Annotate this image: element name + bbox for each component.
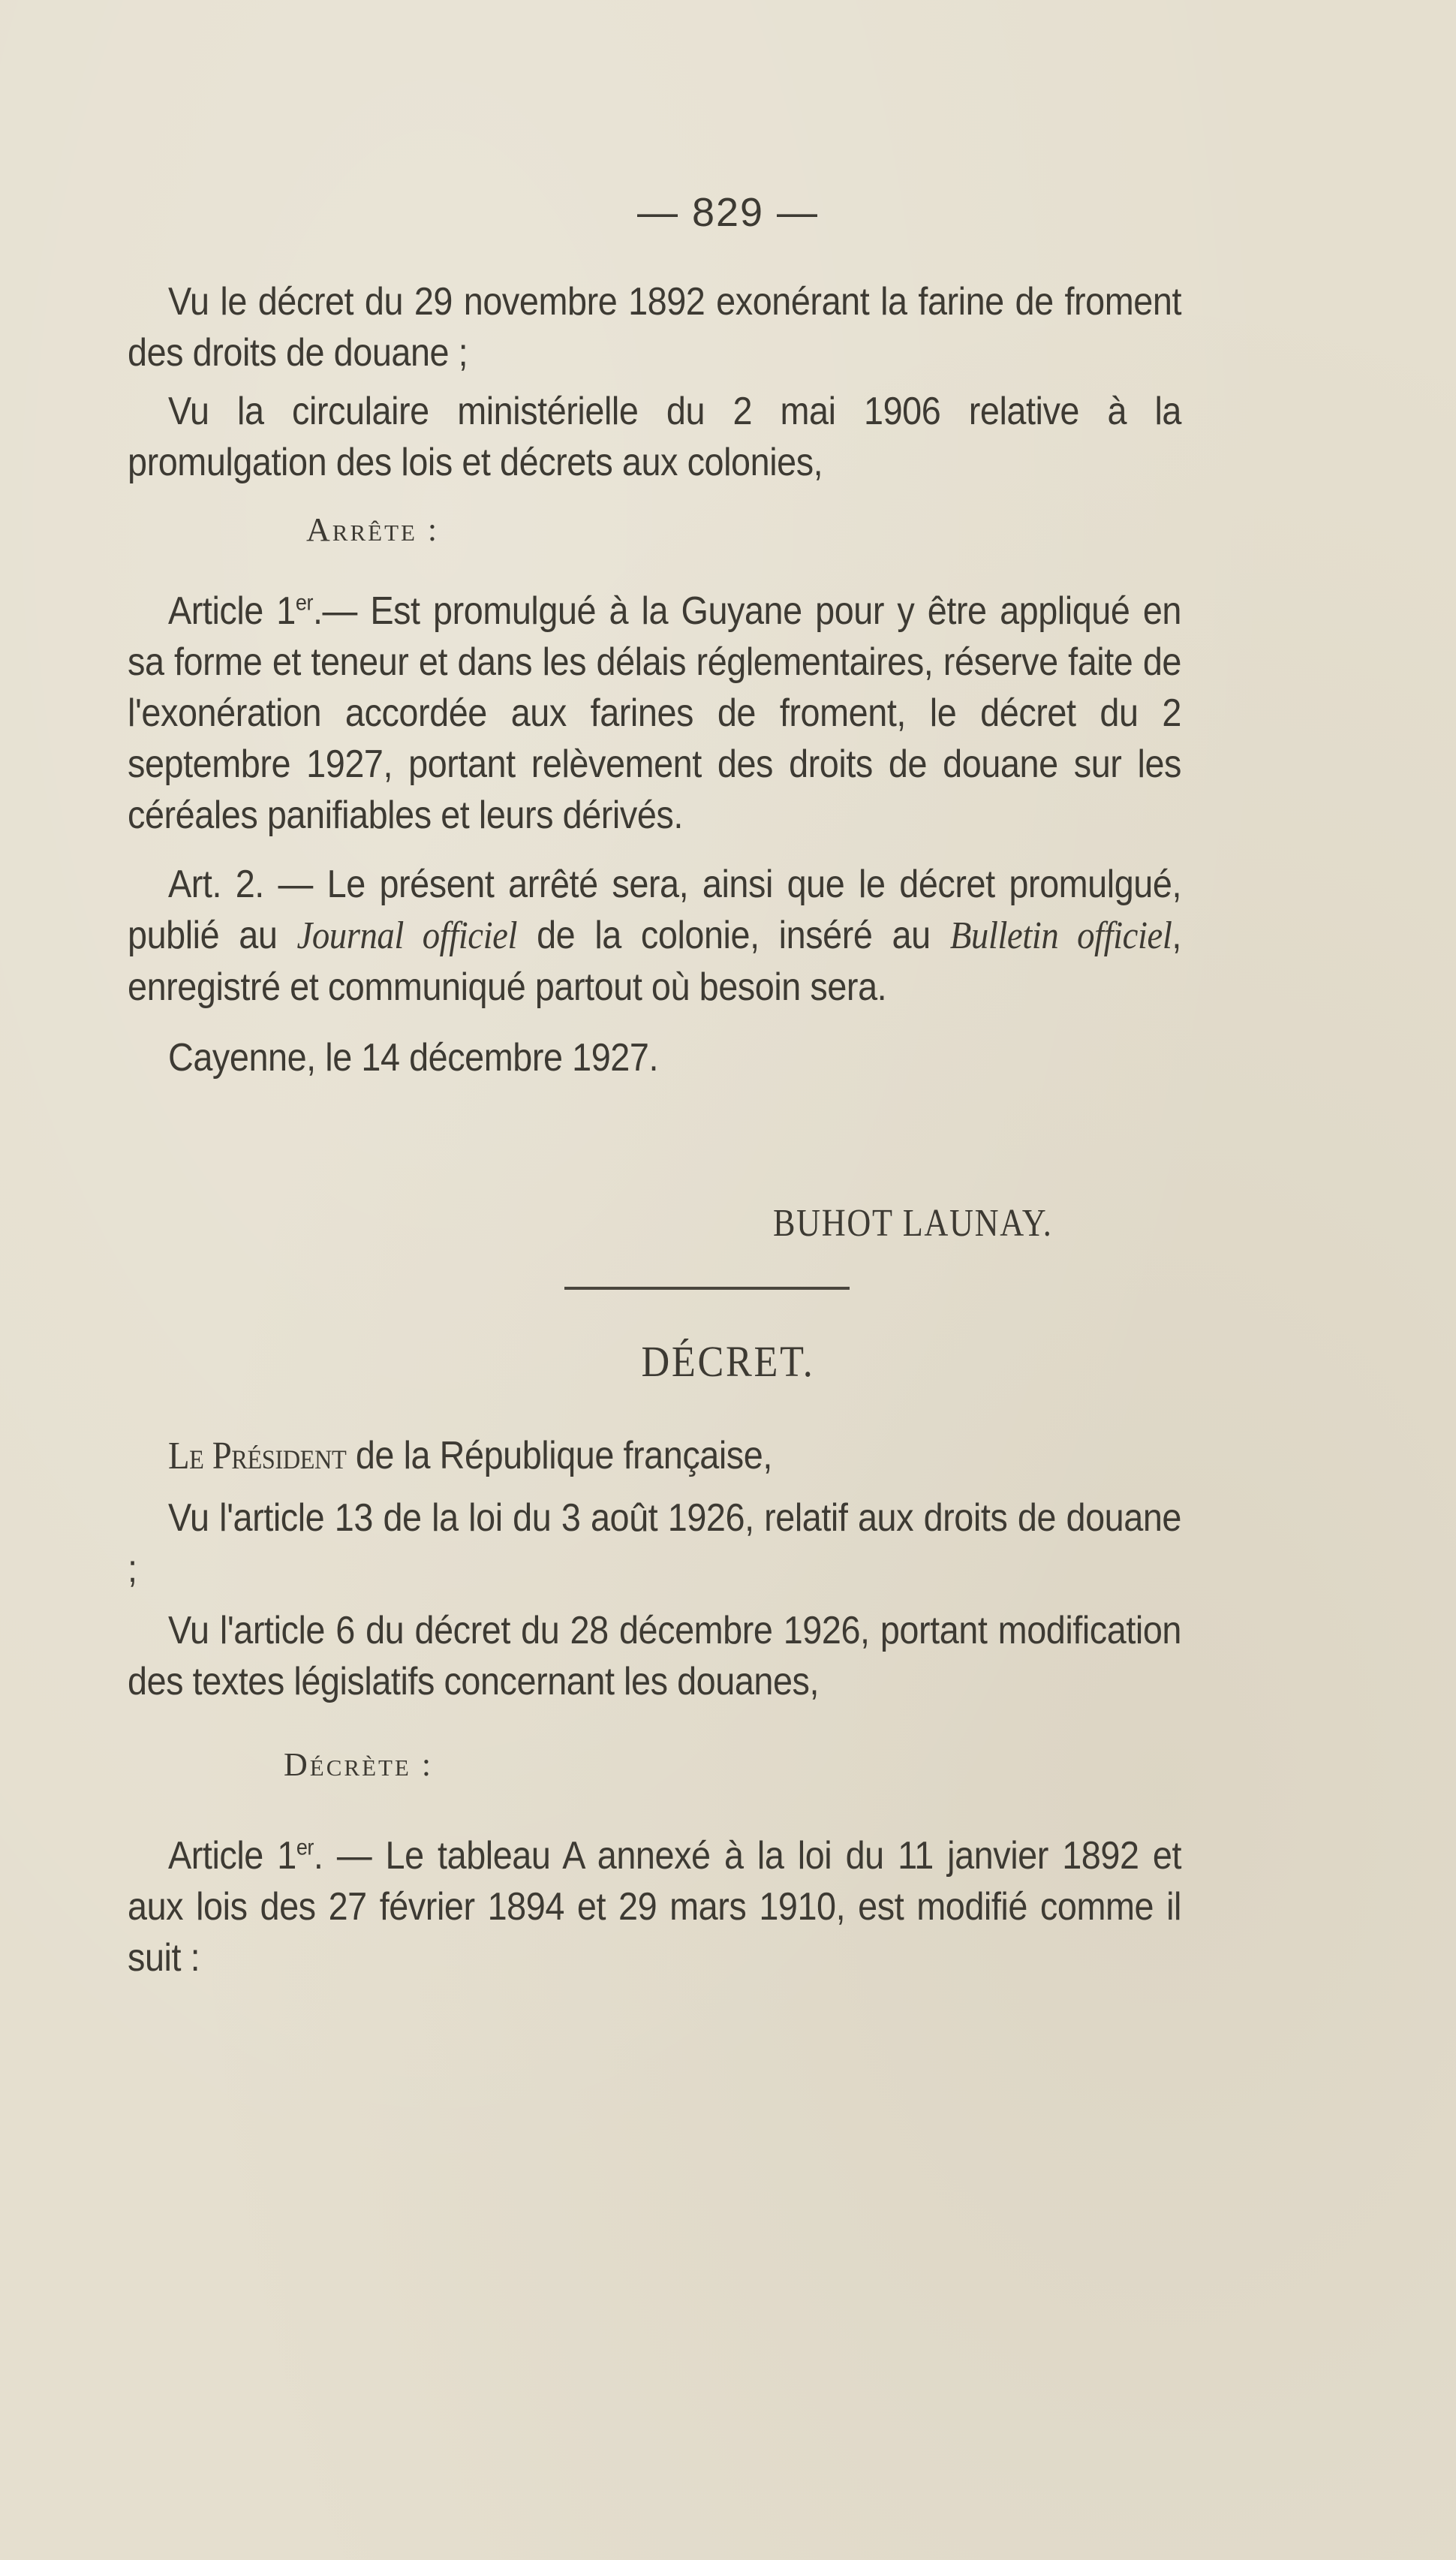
article-2-journal-officiel: Journal officiel xyxy=(296,914,518,957)
signature: BUHOT LAUNAY. xyxy=(773,1202,1053,1245)
decret-article-1 xyxy=(128,1830,1181,1983)
decret-article-1-superscript: er xyxy=(296,1835,314,1860)
article-2-end: , enregistré et communiqué partout où besoin sera. xyxy=(128,914,1181,1009)
decret-paragraph-1: Vu l'article 13 de la loi du 3 août 1926, relatif aux droits de douane ; xyxy=(128,1496,1181,1591)
arrete-article-2 xyxy=(128,859,1181,1013)
decrete-heading: Décrète : xyxy=(284,1746,434,1783)
article-2-mid: de la colonie, inséré au xyxy=(517,914,950,957)
date-line: Cayenne, le 14 décembre 1927. xyxy=(168,1036,659,1080)
president-prefix: Le Président xyxy=(168,1435,347,1477)
article-2-start: Art. 2. — Le présent arrêté sera, ainsi que le décret promulgué, publié au xyxy=(128,863,1181,957)
arrete-heading: Arrête : xyxy=(306,511,440,548)
president-line xyxy=(128,1430,1181,1482)
article-1-text: .— Est promulgué à la Guyane pour y être appliqué en sa forme et teneur et dans les délais réglementaires, réserve faite de l'exonération accordée aux farines de froment, le décret du 2 septembre 1927, portant relèvement des droits de douane sur les céréales panifiables et leurs dérivés. xyxy=(128,589,1182,837)
president-rest: de la République française, xyxy=(346,1434,772,1477)
article-1-label: Article 1 xyxy=(168,589,296,633)
article-1-superscript: er xyxy=(295,590,314,616)
decret-paragraph-2: Vu l'article 6 du décret du 28 décembre 1926, portant modification des textes législatifs concernant les douanes, xyxy=(128,1609,1181,1703)
decret-articles xyxy=(128,1830,1181,1983)
preamble-paragraph-1: Vu le décret du 29 novembre 1892 exonérant la farine de froment des droits de douane ; xyxy=(128,280,1181,375)
arrete-article-1 xyxy=(128,586,1181,841)
decret-article-1-label: Article 1 xyxy=(168,1834,296,1878)
decret-title: DÉCRET. xyxy=(641,1337,815,1386)
section-divider xyxy=(564,1287,850,1290)
decret-article-1-text: . — Le tableau A annexé à la loi du 11 janvier 1892 et aux lois des 27 février 1894 et 29 mars 1910, est modifié comme il suit : xyxy=(128,1834,1182,1980)
preamble-paragraph-2: Vu la circulaire ministérielle du 2 mai 1906 relative à la promulgation des lois et décrets aux colonies, xyxy=(128,390,1181,484)
decret-body xyxy=(128,1430,1181,1707)
page-number: — 829 — xyxy=(636,190,820,235)
article-2-bulletin-officiel: Bulletin officiel xyxy=(949,914,1172,957)
arrete-articles xyxy=(128,586,1181,1083)
arrete-preamble xyxy=(128,276,1181,488)
